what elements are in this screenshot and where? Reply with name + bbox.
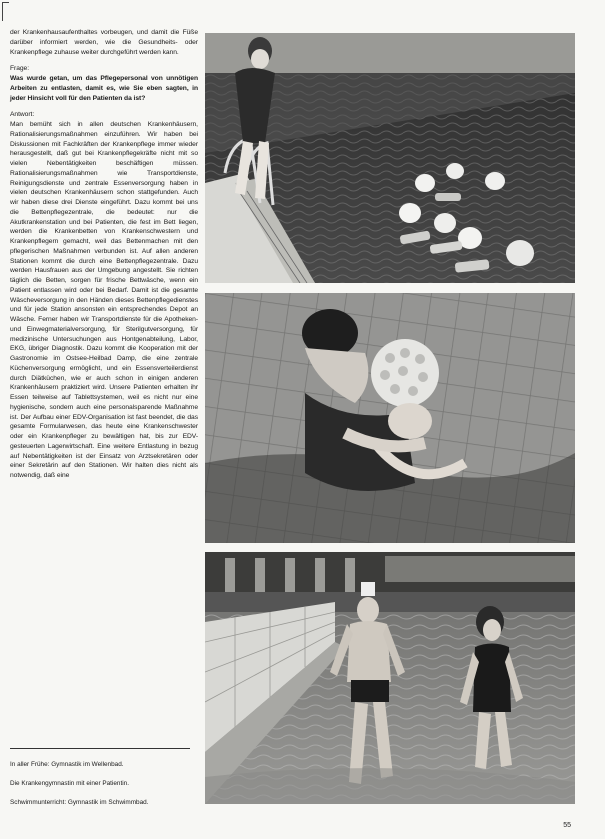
interview-answer <box>10 110 198 481</box>
caption-3: Schwimmunterricht: Gymnastik im Schwimmbad. <box>10 799 149 806</box>
article-text-column <box>10 28 198 488</box>
swimming-pool-gymnastics-photo <box>205 552 575 804</box>
caption-2: Die Krankengymnastin mit einer Patientin. <box>10 780 129 787</box>
photo-captions <box>10 760 202 817</box>
answer-label: Antwort: <box>10 111 35 119</box>
answer-text: Man bemüht sich in allen deutschen Krankenhäusern, Rationalisierungsmaßnahmen einzuführen. Wir haben bei Diskussionen mit Fachkräften der Krankenpflege immer wieder herausgestellt, daß gut bei Krankenpflegekräfte nicht mit so vielen Nebentätigkeiten beschäftigen müssen. Rationalisierungsmaßnahmen wie Transportdienste, Reinigungsdienste und zentrale Essenversorgung haben in vielen deutschen Krankenhäusern schon stattgefunden. Auch wir haben diese drei Dienste eingeführt. Dazu kommt bei uns die Bettenpflegezentrale, die bedeutet: nur die Akutkrankenstation und bei Patienten, die fest im Bett liegen, werden die Krankenbetten von Krankenschwestern und Krankenpflegern gemacht, weil das Bettenmachen mit den pflegerischen Maßnahmen verbunden ist. Auf allen anderen Stationen kommt die durch eine Bettenpflegezentrale. Dazu werden Hausfrauen aus der Umgebung angestellt. Sie richten täglich die Betten, sorgen für frische Bettwäsche, wenn ein Patient entlassen wird oder bei Bedarf. Damit ist die gesamte Wäscheversorgung in den Händen dieses Bettenpflegedienstes und für jede Station ansonsten ein entsprechendes Depot an Wäsche. Ferner haben wir Transportdienste für die Apotheken- und Einwegmaterialversorgung, für Sterilgutversorgung, für medizinische Untersuchungen aus Hontgenabteilung, Labor, EKG, übriger Diagnostik. Dazu kommt die Kooperation mit der Gastronomie im Ostsee-Heilbad Damp, die eine zentrale Küchenversorgung ermöglicht, und ein Essensverteilerdienst durch Diätküchen, wie er auch schon in einigen anderen Krankenhäusern praktiziert wird. Unsere Patienten erhalten ihr Essen teilweise auf Tablettsystemen, weil es nicht nur eine hygienische, sondern auch eine personalsparende Maßnahme ist. Der Aufbau einer EDV-Organisation ist fast beendet, die das gesamte Formularwesen, das heute eine Krankenschwester oder ein Krankenpfleger zu bewältigen hat, bis zur EDV-gesteuerten Lagerwirtschaft. Eine weitere Entlastung in bezug auf Nebentätigkeiten ist der Einsatz von Arztsekretären oder einer Sekretärin auf den Stationen. Wir halten dies nicht als notwendig, daß eine <box>10 121 198 479</box>
question-label: Frage: <box>10 65 30 73</box>
question-text: Was wurde getan, um das Pflegepersonal von unnötigen Arbeiten zu entlasten, damit es, wie Sie eben sagten, in jeder Hinsicht voll für den Patienten da ist? <box>10 75 198 102</box>
page-number: 55 <box>563 822 571 829</box>
physiotherapist-with-patient-photo <box>205 293 575 543</box>
interview-question <box>10 64 198 103</box>
caption-1: In aller Frühe: Gymnastik im Wellenbad. <box>10 761 124 768</box>
caption-divider <box>10 748 190 749</box>
wave-pool-morning-gymnastics-photo <box>205 33 575 283</box>
paragraph-intro: der Krankenhausaufenthaltes vorbeugen, und damit die Füße darüber informiert werden, wie die Gesundheits- oder Krankenpflege zuhause weiter durchgeführt werden kann. <box>10 29 198 56</box>
crop-mark <box>2 2 9 21</box>
